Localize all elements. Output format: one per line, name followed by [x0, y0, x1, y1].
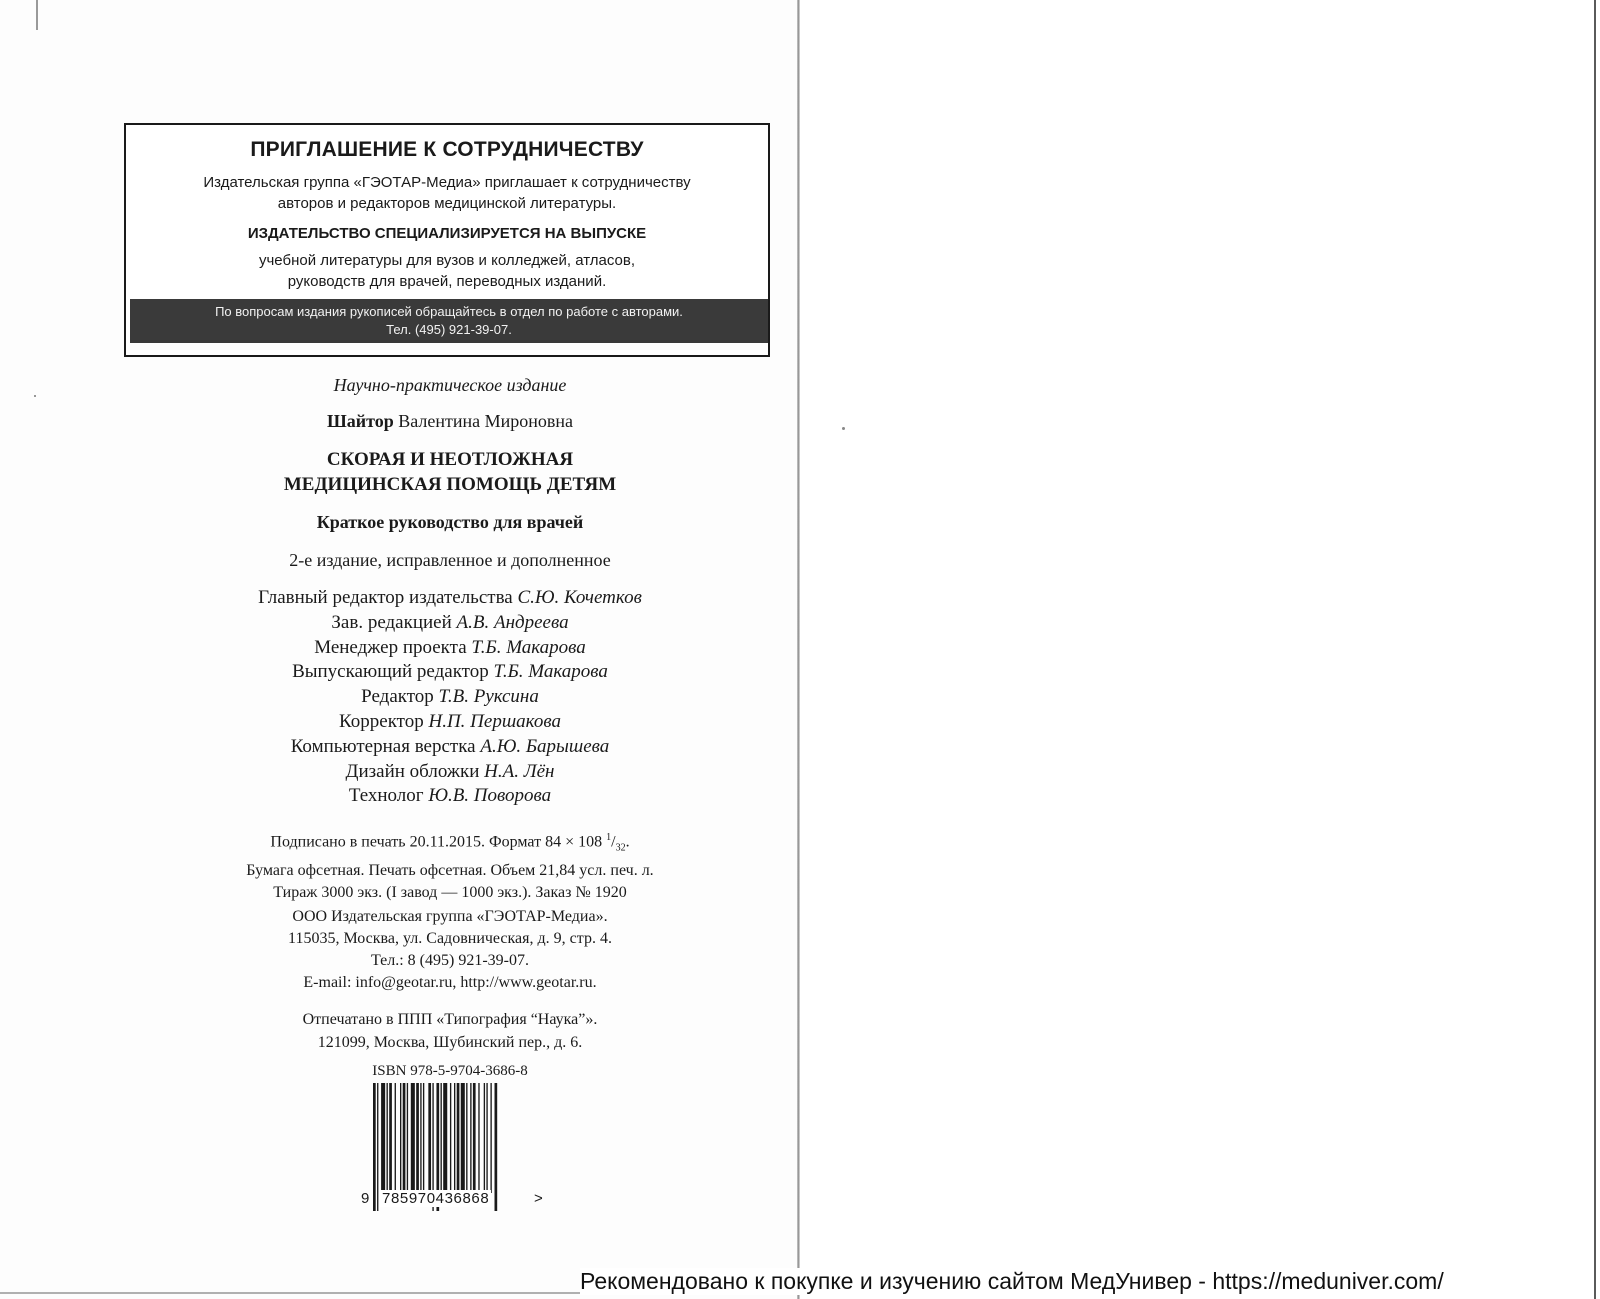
- contact-band: [130, 299, 768, 343]
- barcode-bar: [407, 1083, 408, 1193]
- editorial-staff-list: [200, 586, 700, 809]
- staff-role: Главный редактор издательства: [258, 587, 513, 608]
- barcode-bar: [441, 1083, 442, 1193]
- staff-name: С.Ю. Кочетков: [517, 587, 642, 608]
- staff-role: Зав. редакцией: [331, 611, 452, 633]
- author-names: Валентина Мироновна: [398, 411, 574, 431]
- barcode-bar: [473, 1083, 476, 1193]
- staff-name: А.Ю. Барышева: [480, 735, 610, 757]
- format-fraction-numerator: 1: [606, 832, 612, 843]
- printer-info: [200, 1008, 700, 1054]
- barcode-bar: [381, 1083, 385, 1193]
- staff-name: А.В. Андреева: [456, 611, 569, 633]
- staff-row: [200, 685, 700, 710]
- publisher-address: 115035, Москва, ул. Садовническая, д. 9, стр. 4.: [288, 930, 612, 947]
- barcode-digit-group: 785970436868: [382, 1190, 490, 1207]
- page-edge-mark: [36, 0, 38, 30]
- specialization-text-line: руководств для врачей, переводных изданий.: [287, 273, 607, 290]
- book-gutter: [797, 0, 800, 1299]
- barcode-bar: [389, 1083, 392, 1193]
- contact-band-phone: Тел. (495) 921-39-07.: [386, 322, 512, 337]
- staff-row: [200, 636, 700, 661]
- printer-address: 121099, Москва, Шубинский пер., д. 6.: [317, 1034, 583, 1051]
- staff-name: Н.П. Першакова: [428, 710, 561, 732]
- barcode-bar: [457, 1083, 460, 1193]
- barcode-bar: [461, 1083, 465, 1193]
- barcode-first-digit: 9: [361, 1190, 370, 1207]
- staff-row: [200, 611, 700, 636]
- print-run-line: Тираж 3000 экз. (I завод — 1000 экз.). Заказ № 1920: [273, 883, 627, 901]
- specialization-text-line: учебной литературы для вузов и колледжей, атласов,: [258, 252, 635, 269]
- book-title-line: МЕДИЦИНСКАЯ ПОМОЩЬ ДЕТЯМ: [283, 474, 617, 495]
- publisher-info: [200, 906, 700, 994]
- format-fraction-denominator: 32: [615, 842, 626, 854]
- barcode-bar: [450, 1083, 451, 1193]
- barcode-bar: [395, 1083, 396, 1193]
- staff-row: [200, 784, 700, 809]
- staff-row: [200, 710, 700, 735]
- author-surname: Шайтор: [326, 411, 394, 431]
- print-paper-line: Бумага офсетная. Печать офсетная. Объем 21,84 усл. печ. л.: [246, 861, 654, 879]
- right-page-edge: [1594, 0, 1596, 1299]
- staff-name: Ю.В. Поворова: [428, 785, 552, 807]
- barcode-bar: [423, 1083, 424, 1193]
- invitation-text-line: авторов и редакторов медицинской литературы.: [277, 195, 617, 212]
- staff-row: [200, 735, 700, 760]
- print-details: [200, 827, 700, 904]
- barcode-bar: [478, 1083, 479, 1193]
- contact-band-line: По вопросам издания рукописей обращайтесь в отдел по работе с авторами.: [215, 304, 683, 319]
- barcode-bar: [400, 1083, 401, 1193]
- print-format-text: Подписано в печать 20.11.2015. Формат 84 × 108: [270, 833, 603, 851]
- publisher-phone: Тел.: 8 (495) 921-39-07.: [370, 952, 529, 969]
- book-title-line: СКОРАЯ И НЕОТЛОЖНАЯ: [326, 449, 574, 470]
- book-subtitle: Краткое руководство для врачей: [316, 512, 584, 532]
- staff-role: Корректор: [339, 710, 424, 732]
- barcode-bar: [420, 1083, 421, 1193]
- barcode-bar: [466, 1083, 467, 1193]
- isbn: ISBN 978-5-9704-3686-8: [372, 1063, 528, 1079]
- print-format-line: Подписано в печать 20.11.2015. Формат 84 × 108 $^1/_{32}$.: [270, 832, 630, 854]
- staff-row: [200, 586, 700, 611]
- publication-kind: Научно-практическое издание: [333, 375, 567, 395]
- book-title: [200, 447, 700, 497]
- invitation-text: [146, 172, 748, 214]
- barcode-bar: [416, 1083, 419, 1193]
- scan-speck: [842, 427, 845, 430]
- staff-role: Выпускающий редактор: [292, 661, 489, 683]
- barcode-bar: [377, 1083, 378, 1211]
- staff-row: [200, 760, 700, 785]
- staff-role: Дизайн обложки: [345, 760, 480, 782]
- staff-name: Т.Б. Макарова: [493, 661, 608, 683]
- staff-name: Н.А. Лён: [484, 760, 555, 782]
- barcode-bar: [495, 1083, 498, 1211]
- invitation-title: ПРИГЛАШЕНИЕ К СОТРУДНИЧЕСТВУ: [250, 138, 644, 161]
- scan-speck: [34, 395, 36, 397]
- cooperation-invitation-box: [124, 123, 770, 357]
- staff-name: Т.Б. Макарова: [471, 636, 586, 658]
- author: [200, 411, 700, 432]
- barcode-bar: [454, 1083, 455, 1193]
- staff-row: [200, 660, 700, 685]
- staff-role: Технолог: [348, 785, 424, 807]
- barcode-bar: [443, 1083, 447, 1193]
- barcode-bar: [484, 1083, 485, 1193]
- barcode-bar: [486, 1083, 487, 1193]
- publisher-contacts: E-mail: info@geotar.ru, http://www.geotar.ru.: [303, 974, 597, 991]
- barcode-bar: [490, 1083, 491, 1193]
- staff-role: Менеджер проекта: [314, 636, 467, 658]
- barcode-bar: [411, 1083, 415, 1193]
- publisher-name: ООО Издательская группа «ГЭОТАР-Медиа».: [292, 908, 608, 925]
- specialization-heading: ИЗДАТЕЛЬСТВО СПЕЦИАЛИЗИРУЕТСЯ НА ВЫПУСКЕ: [247, 225, 647, 242]
- invitation-text-line: Издательская группа «ГЭОТАР-Медиа» приглашает к сотрудничеству: [203, 174, 691, 191]
- staff-name: Т.В. Руксина: [438, 686, 539, 708]
- staff-role: Редактор: [361, 686, 434, 708]
- specialization-text: [146, 250, 748, 292]
- barcode-bar: [387, 1083, 388, 1193]
- edition: 2-е издание, исправленное и дополненное: [289, 550, 611, 570]
- barcode-bar: [373, 1083, 376, 1211]
- staff-role: Компьютерная верстка: [290, 735, 476, 757]
- barcode-bar: [403, 1083, 406, 1193]
- barcode-bar: [428, 1083, 431, 1193]
- barcode-bar: [470, 1083, 471, 1193]
- barcode-quiet-zone-marker: >: [534, 1190, 543, 1207]
- printer-name: Отпечатано в ППП «Типография “Наука”».: [302, 1011, 598, 1028]
- watermark-recommendation: Рекомендовано к покупке и изучению сайтом МедУнивер - https://meduniver.com/: [580, 1268, 1444, 1294]
